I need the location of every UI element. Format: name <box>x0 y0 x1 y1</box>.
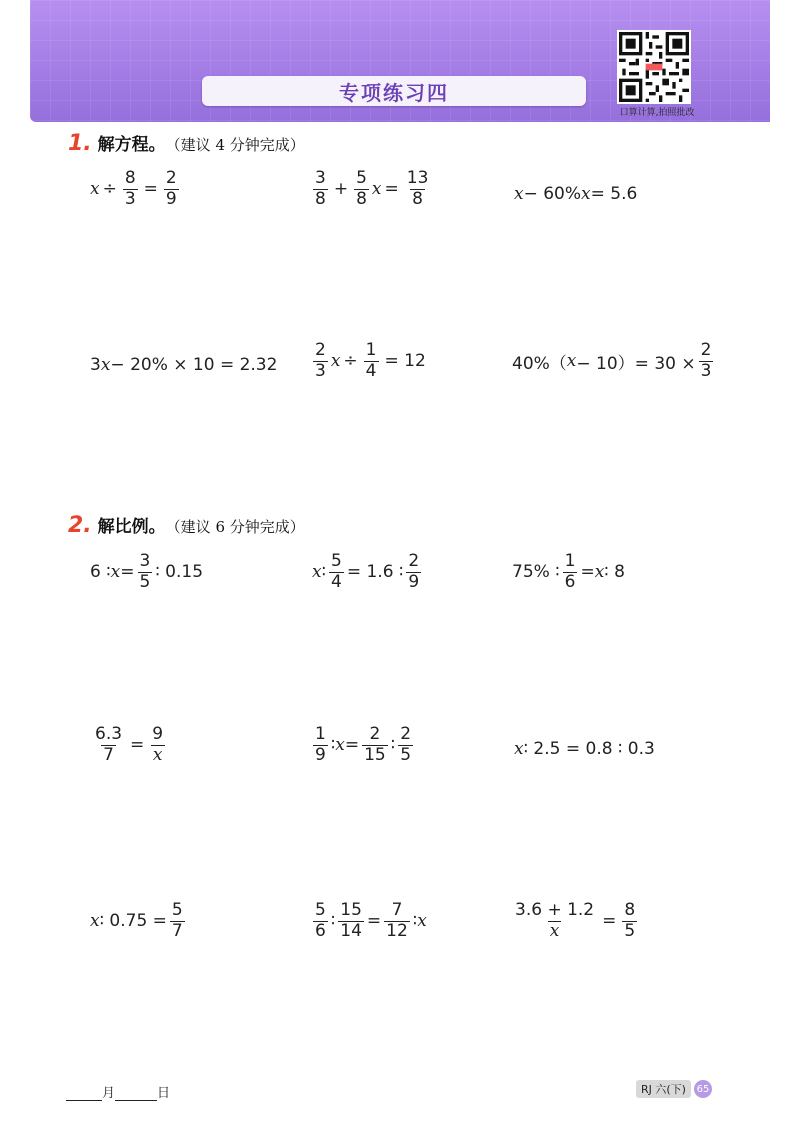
operator: = <box>130 735 145 756</box>
footer-page-info <box>636 1080 712 1098</box>
fraction: $\frac{2}{15}$ <box>364 724 386 765</box>
equation-text: 6 ∶ <box>90 562 111 583</box>
fraction: $\frac{15}{14}$ <box>340 900 362 941</box>
equation-text: − 20% × 10 = 2.32 <box>110 355 278 375</box>
equation-text: 3 <box>90 355 101 375</box>
fraction: $\frac{6.3}{7}$ <box>95 724 123 765</box>
variable-x: x <box>566 351 577 372</box>
equation-text: 40%（ <box>512 353 567 374</box>
title-banner <box>202 76 586 106</box>
month-blank[interactable] <box>66 1086 102 1101</box>
fraction: $\frac{5}{4}$ <box>331 551 342 592</box>
variable-x: x <box>90 179 100 200</box>
variable-x: x <box>514 739 524 759</box>
proportion-2-4 <box>90 726 168 765</box>
proportion-2-3 <box>512 553 625 592</box>
variable-x: x <box>594 562 605 583</box>
equation-text: ∶ <box>330 911 336 932</box>
equation-text: ∶ <box>330 735 336 756</box>
fraction: $\frac{3}{8}$ <box>315 168 326 209</box>
variable-x: x <box>312 562 322 583</box>
fraction: $\frac{7}{12}$ <box>386 900 408 941</box>
equation-1-6 <box>512 342 716 381</box>
equation-text: = <box>366 911 382 932</box>
fraction: $\frac{1}{6}$ <box>564 551 576 592</box>
proportion-2-6 <box>514 739 655 759</box>
equation-text: = <box>120 562 135 583</box>
variable-x: x <box>335 735 345 756</box>
operator: = <box>143 179 158 200</box>
operator: + <box>333 179 349 200</box>
variable-x: x <box>90 911 100 932</box>
page-number: 65 <box>694 1080 712 1098</box>
fraction: $\frac{1}{9}$ <box>315 724 326 765</box>
fraction: $\frac{5}{7}$ <box>171 900 183 941</box>
variable-x: x <box>330 351 341 372</box>
page-title: 专项练习四 <box>339 80 449 105</box>
equation-text: 75% ∶ <box>512 562 560 583</box>
fraction: $\frac{1}{4}$ <box>365 340 377 381</box>
equation-text: = 12 <box>384 351 426 372</box>
fraction: $\frac{9}{x}$ <box>152 724 164 765</box>
equation-text: = 5.6 <box>590 184 638 204</box>
qr-caption: 口算计算,拍照批改 <box>619 108 695 118</box>
fraction: $\frac{2}{9}$ <box>165 168 177 209</box>
equation-1-2 <box>310 170 433 209</box>
fraction: $\frac{2}{5}$ <box>400 724 412 765</box>
proportion-2-7 <box>90 902 188 941</box>
operator: = <box>602 911 617 932</box>
equation-1-3 <box>514 184 637 204</box>
equation-text: ∶ <box>321 562 327 583</box>
fraction: $\frac{3.6 + 1.2}{x}$ <box>515 900 595 941</box>
proportion-2-9 <box>510 902 640 941</box>
proportion-2-2 <box>312 553 424 592</box>
equation-text: = <box>580 562 595 583</box>
equation-text: ∶ 8 <box>604 562 625 583</box>
section-2-heading <box>68 512 305 538</box>
fraction: $\frac{8}{5}$ <box>624 900 636 941</box>
fraction: $\frac{8}{3}$ <box>124 168 136 209</box>
equation-text: ∶ 2.5 = 0.8 ∶ 0.3 <box>523 739 655 759</box>
operator: ÷ <box>343 351 358 372</box>
day-blank[interactable] <box>115 1086 157 1101</box>
equation-1-1 <box>90 170 182 209</box>
fraction: $\frac{13}{8}$ <box>406 168 429 209</box>
section-1-heading <box>68 130 305 156</box>
variable-x: x <box>110 562 121 583</box>
month-label: 月 <box>102 1086 116 1101</box>
variable-x: x <box>581 184 591 204</box>
equation-1-4 <box>90 355 277 375</box>
equation-text: = <box>344 735 360 756</box>
section-1-number: 1. <box>68 131 92 156</box>
equation-text: = 1.6 ∶ <box>346 562 404 583</box>
equation-text: ∶ <box>390 735 396 756</box>
variable-x: x <box>417 911 427 932</box>
fraction: $\frac{3}{5}$ <box>139 551 151 592</box>
grade-tag: RJ 六(下) <box>636 1080 691 1098</box>
equation-text: − 60% <box>523 184 582 204</box>
fraction: $\frac{2}{3}$ <box>700 340 712 381</box>
fraction: $\frac{2}{3}$ <box>315 340 326 381</box>
equation-1-5 <box>310 342 429 381</box>
equation-text: ∶ 0.15 <box>155 562 204 583</box>
equation-text: ∶ <box>412 911 418 932</box>
equation-text: ∶ 0.75 = <box>99 911 167 932</box>
variable-x: x <box>100 355 111 375</box>
section-2-number: 2. <box>68 513 92 538</box>
variable-x: x <box>371 179 382 200</box>
equation-text: − 10）= 30 × <box>576 353 696 374</box>
section-2-note: （建议 6 分钟完成） <box>165 518 305 536</box>
operator: ÷ <box>102 179 117 200</box>
section-1-note: （建议 4 分钟完成） <box>165 136 305 154</box>
fraction: $\frac{5}{6}$ <box>315 900 326 941</box>
fraction: $\frac{2}{9}$ <box>408 551 420 592</box>
day-label: 日 <box>157 1086 171 1101</box>
variable-x: x <box>514 184 524 204</box>
section-2-title: 解比例。 <box>97 517 166 537</box>
fraction: $\frac{5}{8}$ <box>356 168 367 209</box>
date-field <box>66 1082 170 1101</box>
proportion-2-1 <box>90 553 203 592</box>
section-1-title: 解方程。 <box>97 135 166 155</box>
operator: = <box>384 179 399 200</box>
qr-code-icon[interactable] <box>617 30 691 104</box>
proportion-2-5 <box>310 726 416 765</box>
proportion-2-8 <box>310 902 427 941</box>
